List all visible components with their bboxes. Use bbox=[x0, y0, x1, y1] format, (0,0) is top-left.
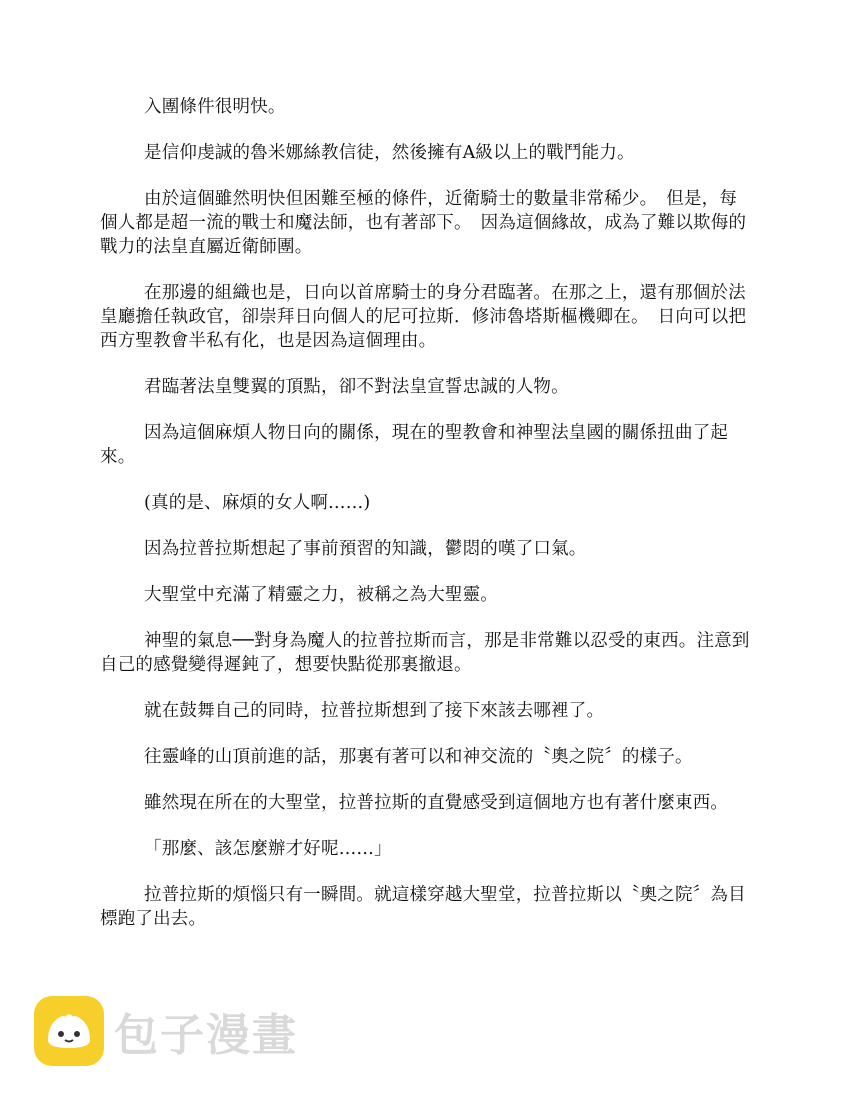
paragraph: 在那邊的組織也是，日向以首席騎士的身分君臨著。在那之上，還有那個於法皇廳擔任執政官，卻崇拜日向個人的尼可拉斯．修沛魯塔斯樞機卿在。 日向可以把西方聖教會半私有化，也是因為這個理由。 bbox=[100, 283, 747, 351]
paragraph: (真的是、麻煩的女人啊……) bbox=[144, 493, 371, 513]
paragraph: 「那麼、該怎麼辦才好呢……」 bbox=[144, 839, 392, 859]
paragraph: 雖然現在所在的大聖堂，拉普拉斯的直覺感受到這個地方也有著什麼東西。 bbox=[144, 793, 729, 813]
paragraph: 由於這個雖然明快但困難至極的條件，近衛騎士的數量非常稀少。 但是，每個人都是超一流的戰士和魔法師，也有著部下。 因為這個緣故，成為了難以欺侮的戰力的法皇直屬近衛師團。 bbox=[100, 189, 747, 257]
paragraph: 君臨著法皇雙翼的頂點，卻不對法皇宣誓忠誠的人物。 bbox=[144, 377, 569, 397]
paragraph: 是信仰虔誠的魯米娜絲教信徒，然後擁有A級以上的戰鬥能力。 bbox=[144, 143, 635, 163]
watermark-text: 包子漫畫 bbox=[114, 1010, 298, 1061]
paragraph: 神聖的氣息──對身為魔人的拉普拉斯而言，那是非常難以忍受的東西。注意到自己的感覺變得遲鈍了，想要快點從那裏撤退。 bbox=[100, 631, 750, 675]
paragraph: 因為這個麻煩人物日向的關係，現在的聖教會和神聖法皇國的關係扭曲了起來。 bbox=[100, 423, 729, 467]
watermark bbox=[34, 996, 298, 1066]
paragraph: 往靈峰的山頂前進的話，那裏有著可以和神交流的〝奧之院〞的樣子。 bbox=[144, 747, 693, 767]
paragraph: 拉普拉斯的煩惱只有一瞬間。就這樣穿越大聖堂，拉普拉斯以〝奧之院〞為目標跑了出去。 bbox=[100, 885, 746, 929]
bun-face-icon bbox=[34, 996, 104, 1066]
paragraph: 大聖堂中充滿了精靈之力，被稱之為大聖靈。 bbox=[144, 585, 498, 605]
paragraph: 入團條件很明快。 bbox=[144, 97, 286, 117]
paragraph: 因為拉普拉斯想起了事前預習的知識，鬱悶的嘆了口氣。 bbox=[144, 539, 587, 559]
paragraph: 就在鼓舞自己的同時，拉普拉斯想到了接下來該去哪裡了。 bbox=[144, 701, 605, 721]
document-body bbox=[100, 95, 750, 953]
